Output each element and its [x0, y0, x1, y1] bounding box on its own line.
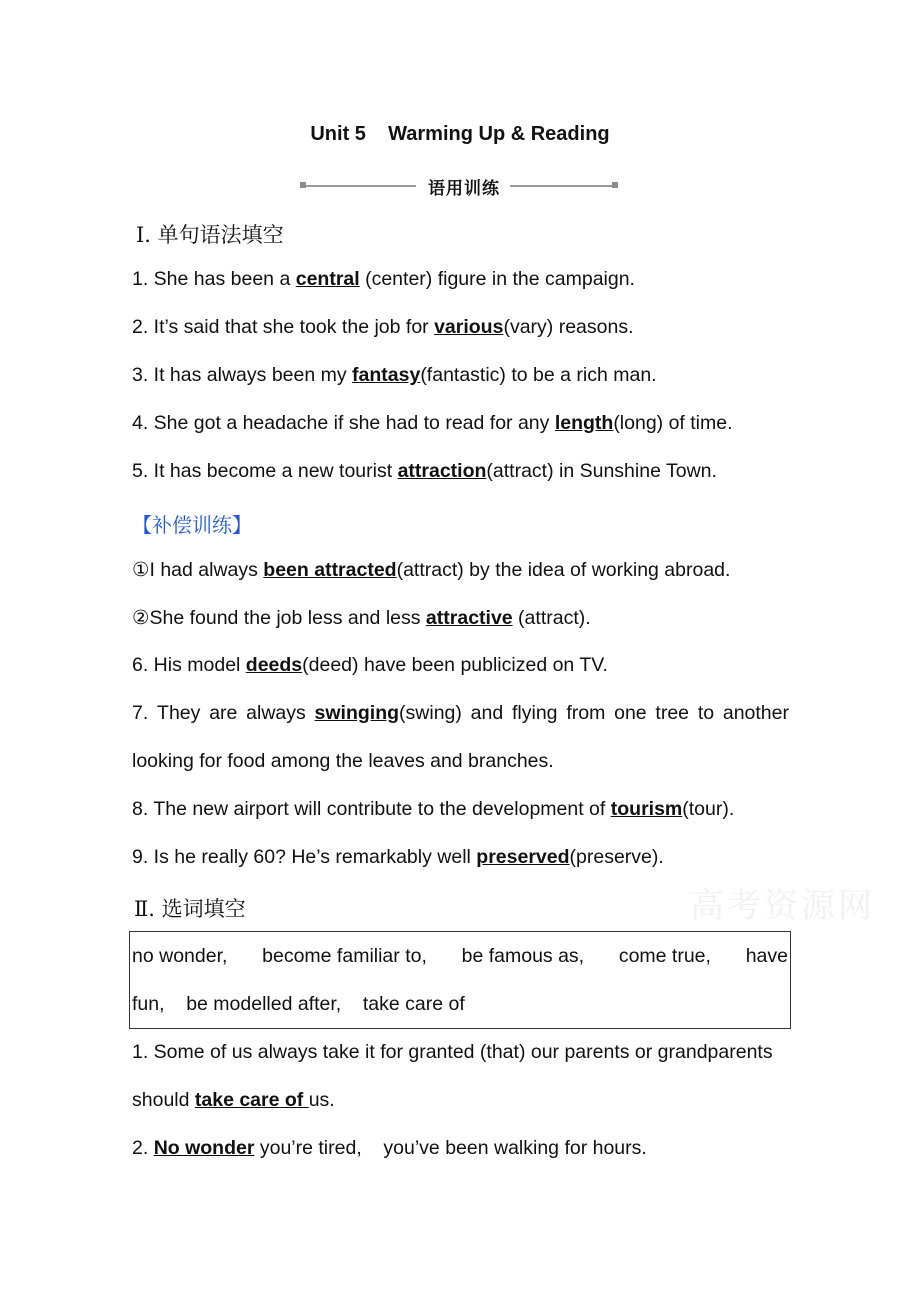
answer-blank: attractive [425, 607, 513, 629]
answer-blank: No wonder [153, 1137, 255, 1159]
exercise-item: 2. It’s said that she took the job for various(vary) reasons. [132, 316, 634, 338]
exercise-item-7-line-2: looking for food among the leaves and branches. [132, 750, 554, 772]
exercise-item: 6. His model deeds(deed) have been publicized on TV. [132, 654, 608, 676]
exercise-item: 1. She has been a central (center) figure in the campaign. [132, 268, 635, 290]
word-bank-line-1: no wonder, become familiar to, be famous as, come true, have [132, 945, 788, 967]
banner-line-right [510, 185, 612, 187]
supplement-item: ①I had always been attracted(attract) by the idea of working abroad. [132, 559, 731, 581]
fill-item-1-line-1: 1. Some of us always take it for granted (that) our parents or grandparents [132, 1041, 773, 1063]
section-2-heading: Ⅱ. 选词填空 [134, 897, 246, 921]
exercise-item: 9. Is he really 60? He’s remarkably well preserved(preserve). [132, 846, 664, 868]
section-banner [300, 174, 618, 198]
answer-blank: swinging [314, 702, 400, 724]
exercise-item: 5. It has become a new tourist attraction(attract) in Sunshine Town. [132, 460, 717, 482]
exercise-item: 8. The new airport will contribute to the development of tourism(tour). [132, 798, 735, 820]
exercise-item: 3. It has always been my fantasy(fantastic) to be a rich man. [132, 364, 657, 386]
answer-blank: take care of [194, 1089, 309, 1111]
word-bank-box [129, 931, 791, 1029]
fill-item-2: 2. No wonder you’re tired, you’ve been walking for hours. [132, 1137, 647, 1159]
banner-dot-right [612, 182, 618, 188]
exercise-item-7-line-1: 7. They are always swinging(swing) and flying from one tree to another [132, 702, 789, 724]
answer-blank: central [295, 268, 360, 290]
answer-blank: deeds [245, 654, 303, 676]
supplement-heading: 【补偿训练】 [132, 513, 252, 537]
fill-item-1-line-2: should take care of us. [132, 1089, 335, 1111]
section-1-heading: Ⅰ. 单句语法填空 [136, 223, 284, 247]
page-title: Unit 5 Warming Up & Reading [310, 123, 610, 145]
banner-line-left [306, 185, 416, 187]
answer-blank: length [554, 412, 614, 434]
answer-blank: various [434, 316, 504, 338]
supplement-item: ②She found the job less and less attractive (attract). [132, 607, 591, 629]
answer-blank: preserved [476, 846, 570, 868]
banner-label: 语用训练 [428, 179, 500, 199]
answer-blank: been attracted [263, 559, 397, 581]
word-bank-line-2: fun, be modelled after, take care of [132, 993, 465, 1015]
exercise-item: 4. She got a headache if she had to read for any length(long) of time. [132, 412, 733, 434]
answer-blank: fantasy [352, 364, 421, 386]
answer-blank: tourism [610, 798, 683, 820]
watermark: 高考资源网 [690, 886, 875, 926]
answer-blank: attraction [397, 460, 487, 482]
